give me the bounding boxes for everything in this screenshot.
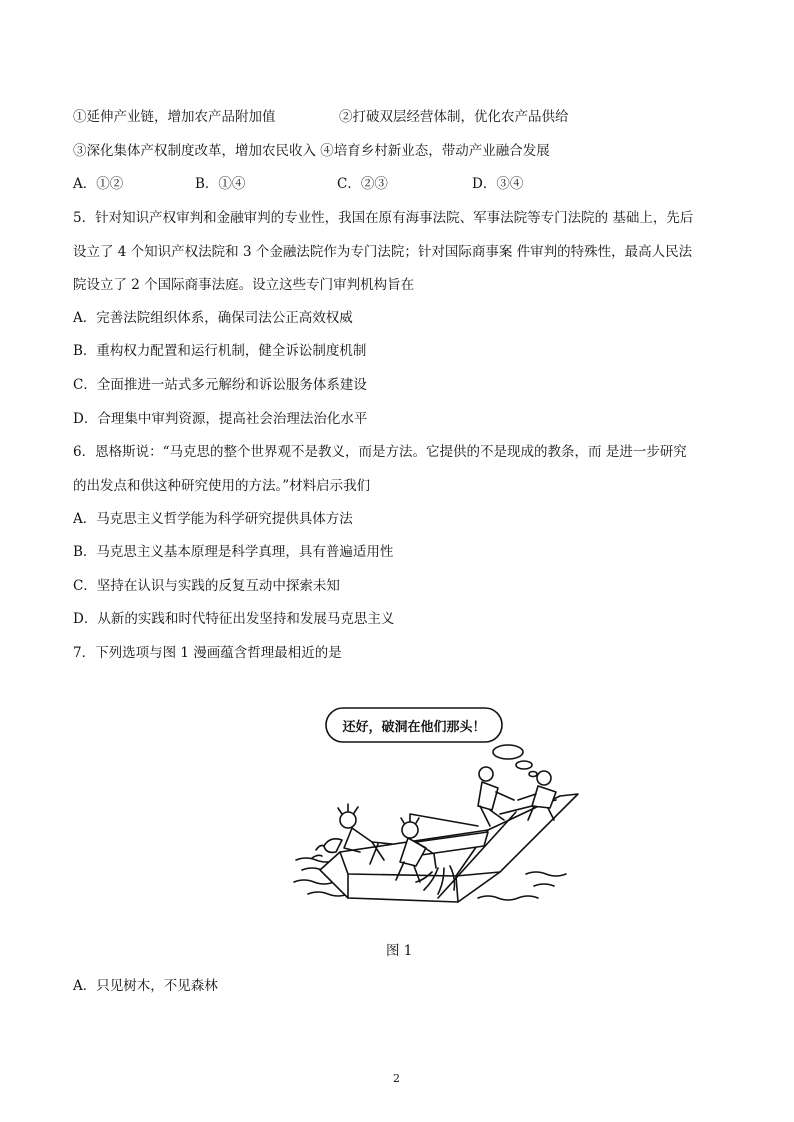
q5-option-b: B．重构权力配置和运行机制，健全诉讼制度机制: [73, 343, 367, 359]
q7-stem: 7．下列选项与图 1 漫画蕴含哲理最相近的是: [73, 645, 342, 661]
q4-statement-2: ②打破双层经营体制，优化农产品供给: [339, 109, 569, 125]
q5-option-c: C．全面推进一站式多元解纷和诉讼服务体系建设: [73, 377, 367, 393]
q4-statement-1: ①延伸产业链，增加农产品附加值: [73, 109, 276, 125]
q4-option-d: D．③④: [472, 176, 524, 192]
q6-option-a: A．马克思主义哲学能为科学研究提供具体方法: [73, 511, 353, 527]
figure-caption: 图 1: [386, 943, 413, 959]
cartoon-figure: [288, 702, 588, 917]
q4-option-b: B．①④: [195, 176, 246, 192]
q6-stem-line-2: 的出发点和供这种研究使用的方法。”材料启示我们: [73, 478, 371, 494]
q5-stem-line-3: 院设立了 2 个国际商事法庭。设立这些专门审判机构旨在: [73, 277, 415, 293]
speech-bubble-text: 还好，破洞在他们那头！: [342, 720, 486, 735]
q4-statement-3-4: ③深化集体产权制度改革，增加农民收入 ④培育乡村新业态，带动产业融合发展: [73, 143, 550, 159]
q5-stem-line-2: 设立了 4 个知识产权法院和 3 个金融法院作为专门法院；针对国际商事案 件审判的特殊性，最高人民法: [73, 244, 693, 260]
q6-option-d: D．从新的实践和时代特征出发坚持和发展马克思主义: [73, 611, 395, 627]
q5-stem-line-1: 5．针对知识产权审判和金融审判的专业性，我国在原有海事法院、军事法院等专门法院的 基础上，先后: [73, 210, 694, 226]
q5-option-a: A．完善法院组织体系，确保司法公正高效权威: [73, 310, 353, 326]
q4-option-a: A．①②: [73, 176, 124, 192]
q7-option-a: A．只见树木，不见森林: [73, 978, 218, 994]
q5-option-d: D．合理集中审判资源，提高社会治理法治化水平: [73, 411, 368, 427]
q6-stem-line-1: 6．恩格斯说：“马克思的整个世界观不是教义，而是方法。它提供的不是现成的教条，而 是进一步研究: [73, 444, 687, 460]
q6-option-c: C．坚持在认识与实践的反复互动中探索未知: [73, 578, 340, 594]
q6-option-b: B．马克思主义基本原理是科学真理，具有普遍适用性: [73, 544, 394, 560]
q4-option-c: C．②③: [337, 176, 388, 192]
page-number: 2: [393, 1072, 400, 1085]
